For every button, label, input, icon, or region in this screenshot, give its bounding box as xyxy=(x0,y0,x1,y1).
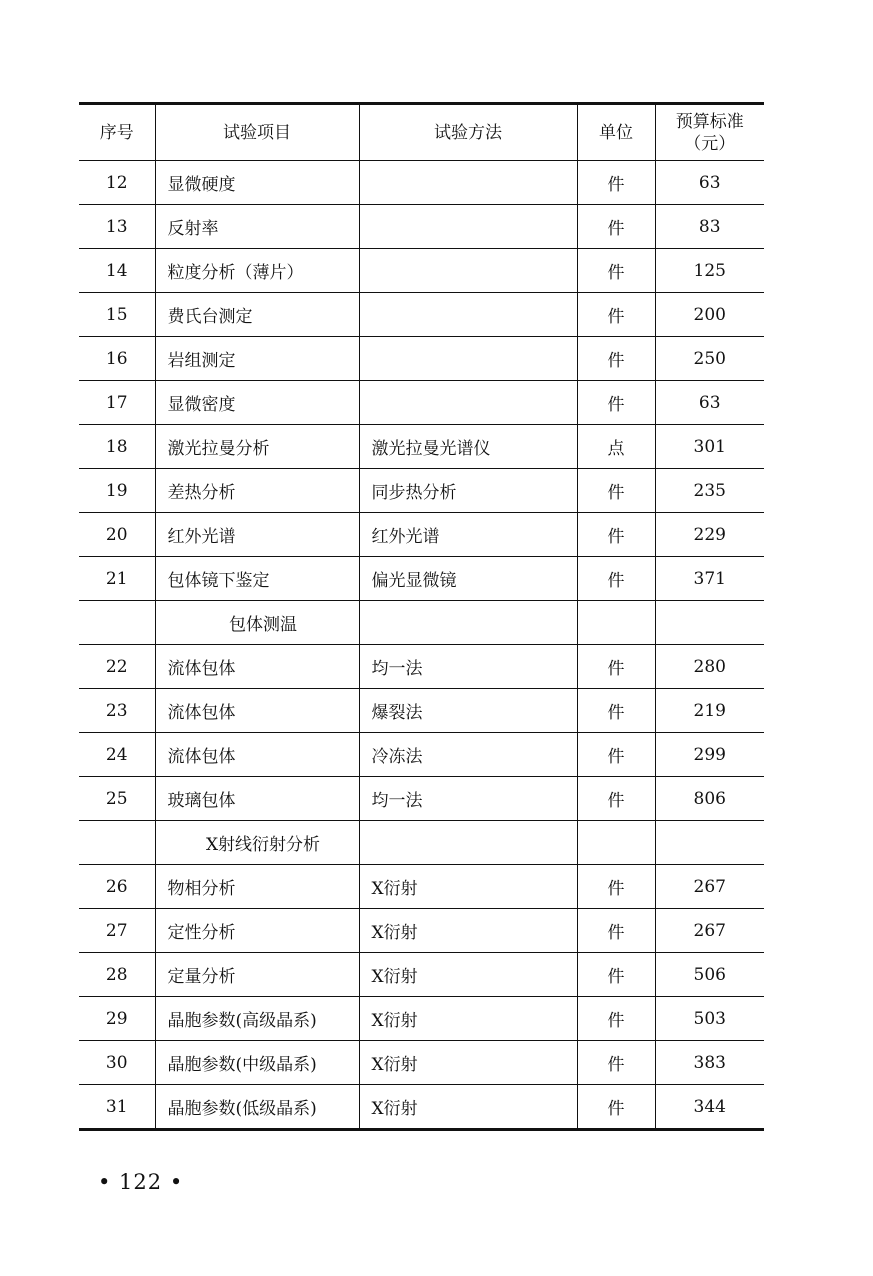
unit-cell: 件 xyxy=(577,689,655,733)
item-cell: 粒度分析（薄片） xyxy=(155,249,359,293)
seq-cell: 24 xyxy=(79,733,155,777)
seq-cell: 21 xyxy=(79,557,155,601)
method-cell: 激光拉曼光谱仪 xyxy=(359,425,577,469)
unit-cell: 件 xyxy=(577,469,655,513)
table-header xyxy=(79,104,764,161)
price-cell: 371 xyxy=(655,557,764,601)
table-row xyxy=(79,557,764,601)
price-cell xyxy=(655,601,764,645)
header-price xyxy=(655,104,764,161)
section-title: 包体测温 xyxy=(155,601,359,645)
seq-cell: 16 xyxy=(79,337,155,381)
item-cell: 晶胞参数(中级晶系) xyxy=(155,1041,359,1085)
seq-cell: 12 xyxy=(79,161,155,205)
unit-cell: 件 xyxy=(577,1085,655,1130)
price-cell: 267 xyxy=(655,909,764,953)
price-cell: 344 xyxy=(655,1085,764,1130)
table-row xyxy=(79,513,764,557)
header-unit: 单位 xyxy=(577,104,655,161)
section-title: X射线衍射分析 xyxy=(155,821,359,865)
method-cell xyxy=(359,337,577,381)
seq-cell xyxy=(79,601,155,645)
header-price-line2: （元） xyxy=(684,133,736,154)
seq-cell xyxy=(79,821,155,865)
seq-cell: 29 xyxy=(79,997,155,1041)
price-cell: 229 xyxy=(655,513,764,557)
price-cell: 125 xyxy=(655,249,764,293)
seq-cell: 31 xyxy=(79,1085,155,1130)
unit-cell: 件 xyxy=(577,293,655,337)
item-cell: 晶胞参数(低级晶系) xyxy=(155,1085,359,1130)
seq-cell: 13 xyxy=(79,205,155,249)
seq-cell: 17 xyxy=(79,381,155,425)
method-cell: X衍射 xyxy=(359,1041,577,1085)
method-cell: 同步热分析 xyxy=(359,469,577,513)
header-price-line1: 预算标准 xyxy=(675,111,744,132)
method-cell: 均一法 xyxy=(359,645,577,689)
method-cell: X衍射 xyxy=(359,865,577,909)
table-body xyxy=(79,161,764,1130)
item-cell: 激光拉曼分析 xyxy=(155,425,359,469)
method-cell: 红外光谱 xyxy=(359,513,577,557)
table-row xyxy=(79,733,764,777)
table-row xyxy=(79,1041,764,1085)
table-row xyxy=(79,249,764,293)
price-cell xyxy=(655,821,764,865)
table-row xyxy=(79,777,764,821)
price-cell: 200 xyxy=(655,293,764,337)
unit-cell: 件 xyxy=(577,337,655,381)
item-cell: 物相分析 xyxy=(155,865,359,909)
unit-cell xyxy=(577,601,655,645)
seq-cell: 27 xyxy=(79,909,155,953)
seq-cell: 26 xyxy=(79,865,155,909)
price-cell: 299 xyxy=(655,733,764,777)
price-cell: 806 xyxy=(655,777,764,821)
unit-cell: 件 xyxy=(577,381,655,425)
method-cell xyxy=(359,161,577,205)
unit-cell: 件 xyxy=(577,249,655,293)
item-cell: 包体镜下鉴定 xyxy=(155,557,359,601)
price-table xyxy=(79,102,764,1131)
item-cell: 玻璃包体 xyxy=(155,777,359,821)
unit-cell: 件 xyxy=(577,865,655,909)
item-cell: 定量分析 xyxy=(155,953,359,997)
unit-cell: 件 xyxy=(577,953,655,997)
price-cell: 503 xyxy=(655,997,764,1041)
method-cell xyxy=(359,601,577,645)
unit-cell: 件 xyxy=(577,1041,655,1085)
seq-cell: 20 xyxy=(79,513,155,557)
seq-cell: 25 xyxy=(79,777,155,821)
price-cell: 250 xyxy=(655,337,764,381)
seq-cell: 28 xyxy=(79,953,155,997)
unit-cell: 件 xyxy=(577,777,655,821)
table-row xyxy=(79,1085,764,1130)
table-row xyxy=(79,469,764,513)
price-cell: 267 xyxy=(655,865,764,909)
table-row xyxy=(79,161,764,205)
item-cell: 岩组测定 xyxy=(155,337,359,381)
header-item: 试验项目 xyxy=(155,104,359,161)
unit-cell: 件 xyxy=(577,733,655,777)
seq-cell: 19 xyxy=(79,469,155,513)
table-row xyxy=(79,293,764,337)
price-cell: 83 xyxy=(655,205,764,249)
price-cell: 235 xyxy=(655,469,764,513)
method-cell xyxy=(359,821,577,865)
table-row xyxy=(79,337,764,381)
unit-cell: 件 xyxy=(577,205,655,249)
item-cell: 显微密度 xyxy=(155,381,359,425)
method-cell: X衍射 xyxy=(359,909,577,953)
method-cell: 爆裂法 xyxy=(359,689,577,733)
item-cell: 定性分析 xyxy=(155,909,359,953)
unit-cell: 件 xyxy=(577,161,655,205)
price-cell: 63 xyxy=(655,161,764,205)
price-cell: 63 xyxy=(655,381,764,425)
table-row xyxy=(79,997,764,1041)
item-cell: 流体包体 xyxy=(155,733,359,777)
item-cell: 晶胞参数(高级晶系) xyxy=(155,997,359,1041)
seq-cell: 30 xyxy=(79,1041,155,1085)
section-row xyxy=(79,821,764,865)
method-cell: X衍射 xyxy=(359,997,577,1041)
table-row xyxy=(79,425,764,469)
seq-cell: 14 xyxy=(79,249,155,293)
header-row xyxy=(79,104,764,161)
unit-cell: 件 xyxy=(577,909,655,953)
item-cell: 费氏台测定 xyxy=(155,293,359,337)
table-row xyxy=(79,645,764,689)
price-cell: 383 xyxy=(655,1041,764,1085)
method-cell xyxy=(359,249,577,293)
method-cell: 冷冻法 xyxy=(359,733,577,777)
method-cell: 均一法 xyxy=(359,777,577,821)
seq-cell: 18 xyxy=(79,425,155,469)
unit-cell: 点 xyxy=(577,425,655,469)
table-row xyxy=(79,205,764,249)
header-method: 试验方法 xyxy=(359,104,577,161)
unit-cell xyxy=(577,821,655,865)
item-cell: 红外光谱 xyxy=(155,513,359,557)
item-cell: 反射率 xyxy=(155,205,359,249)
unit-cell: 件 xyxy=(577,513,655,557)
table-row xyxy=(79,953,764,997)
unit-cell: 件 xyxy=(577,997,655,1041)
table-row xyxy=(79,381,764,425)
method-cell: X衍射 xyxy=(359,1085,577,1130)
unit-cell: 件 xyxy=(577,645,655,689)
header-seq: 序号 xyxy=(79,104,155,161)
item-cell: 差热分析 xyxy=(155,469,359,513)
method-cell xyxy=(359,381,577,425)
method-cell xyxy=(359,293,577,337)
table-row xyxy=(79,865,764,909)
seq-cell: 23 xyxy=(79,689,155,733)
item-cell: 流体包体 xyxy=(155,689,359,733)
table-row xyxy=(79,909,764,953)
table-row xyxy=(79,689,764,733)
item-cell: 流体包体 xyxy=(155,645,359,689)
price-cell: 280 xyxy=(655,645,764,689)
section-row xyxy=(79,601,764,645)
price-cell: 219 xyxy=(655,689,764,733)
item-cell: 显微硬度 xyxy=(155,161,359,205)
page-number: • 122 • xyxy=(98,1170,184,1194)
price-cell: 301 xyxy=(655,425,764,469)
method-cell: 偏光显微镜 xyxy=(359,557,577,601)
price-cell: 506 xyxy=(655,953,764,997)
seq-cell: 15 xyxy=(79,293,155,337)
seq-cell: 22 xyxy=(79,645,155,689)
method-cell xyxy=(359,205,577,249)
method-cell: X衍射 xyxy=(359,953,577,997)
unit-cell: 件 xyxy=(577,557,655,601)
